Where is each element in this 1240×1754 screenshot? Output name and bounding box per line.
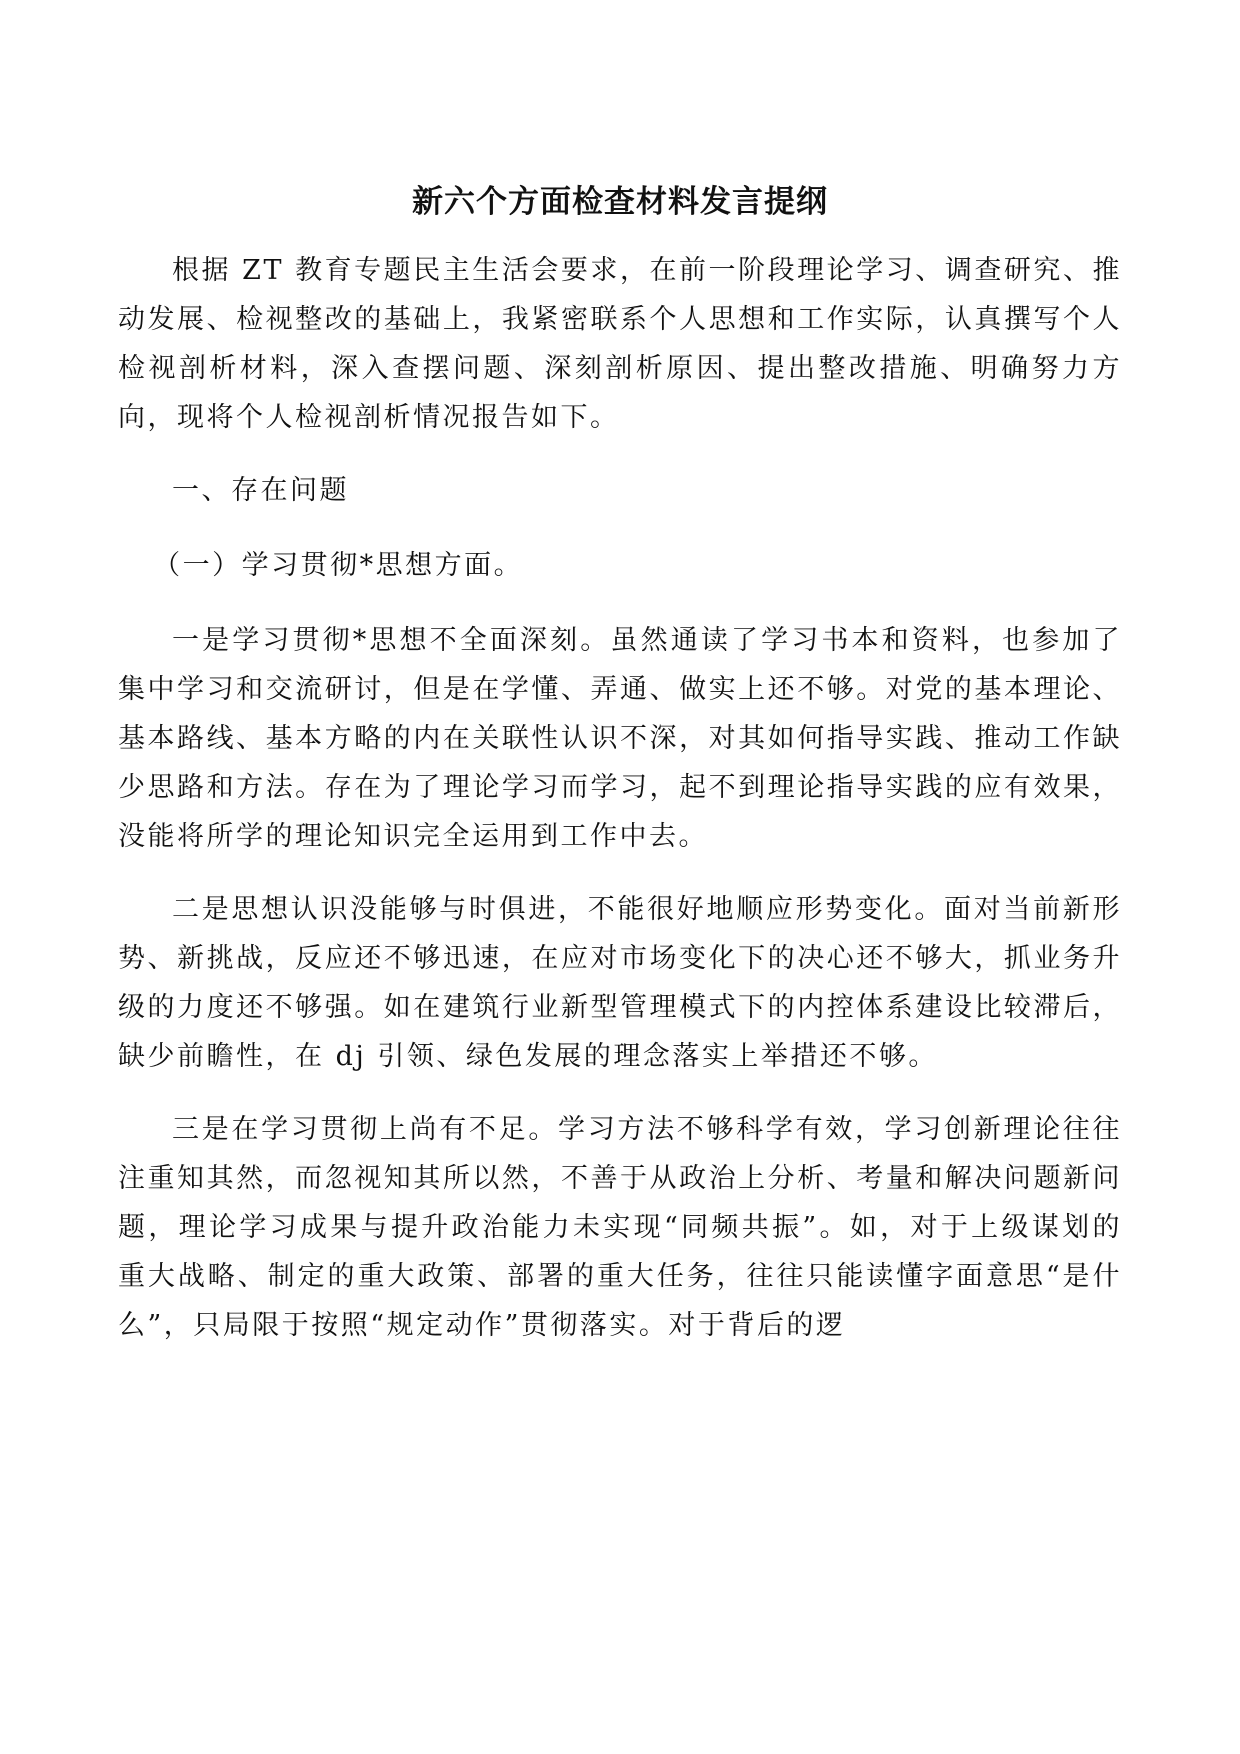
subsection-heading-study: （一）学习贯彻*思想方面。 [153, 550, 524, 581]
document-body [118, 246, 1122, 1374]
section-heading-problems: 一、存在问题 [172, 475, 349, 506]
document-title: 新六个方面检查材料发言提纲 [412, 184, 828, 220]
paragraph-point-three: 三是在学习贯彻上尚有不足。学习方法不够科学有效，学习创新理论往往注重知其然，而忽视知其所以然，不善于从政治上分析、考量和解决问题新问题，理论学习成果与提升政治能力未实现“同频共振”。如，对于上级谋划的重大战略、制定的重大政策、部署的重大任务，往往只能读懂字面意思“是什么”，只局限于按照“规定动作”贯彻落实。对于背后的逻 [118, 1114, 1122, 1341]
paragraph-point-one: 一是学习贯彻*思想不全面深刻。虽然通读了学习书本和资料，也参加了集中学习和交流研讨，但是在学懂、弄通、做实上还不够。对党的基本理论、基本路线、基本方略的内在关联性认识不深，对其如何指导实践、推动工作缺少思路和方法。存在为了理论学习而学习，起不到理论指导实践的应有效果，没能将所学的理论知识完全运用到工作中去。 [118, 625, 1122, 852]
intro-paragraph: 根据 ZT 教育专题民主生活会要求，在前一阶段理论学习、调查研究、推动发展、检视整改的基础上，我紧密联系个人思想和工作实际，认真撰写个人检视剖析材料，深入查摆问题、深刻剖析原因、提出整改措施、明确努力方向，现将个人检视剖析情况报告如下。 [118, 255, 1122, 433]
paragraph-point-two: 二是思想认识没能够与时俱进，不能很好地顺应形势变化。面对当前新形势、新挑战，反应还不够迅速，在应对市场变化下的决心还不够大，抓业务升级的力度还不够强。如在建筑行业新型管理模式下的内控体系建设比较滞后，缺少前瞻性，在 dj 引领、绿色发展的理念落实上举措还不够。 [118, 894, 1122, 1072]
